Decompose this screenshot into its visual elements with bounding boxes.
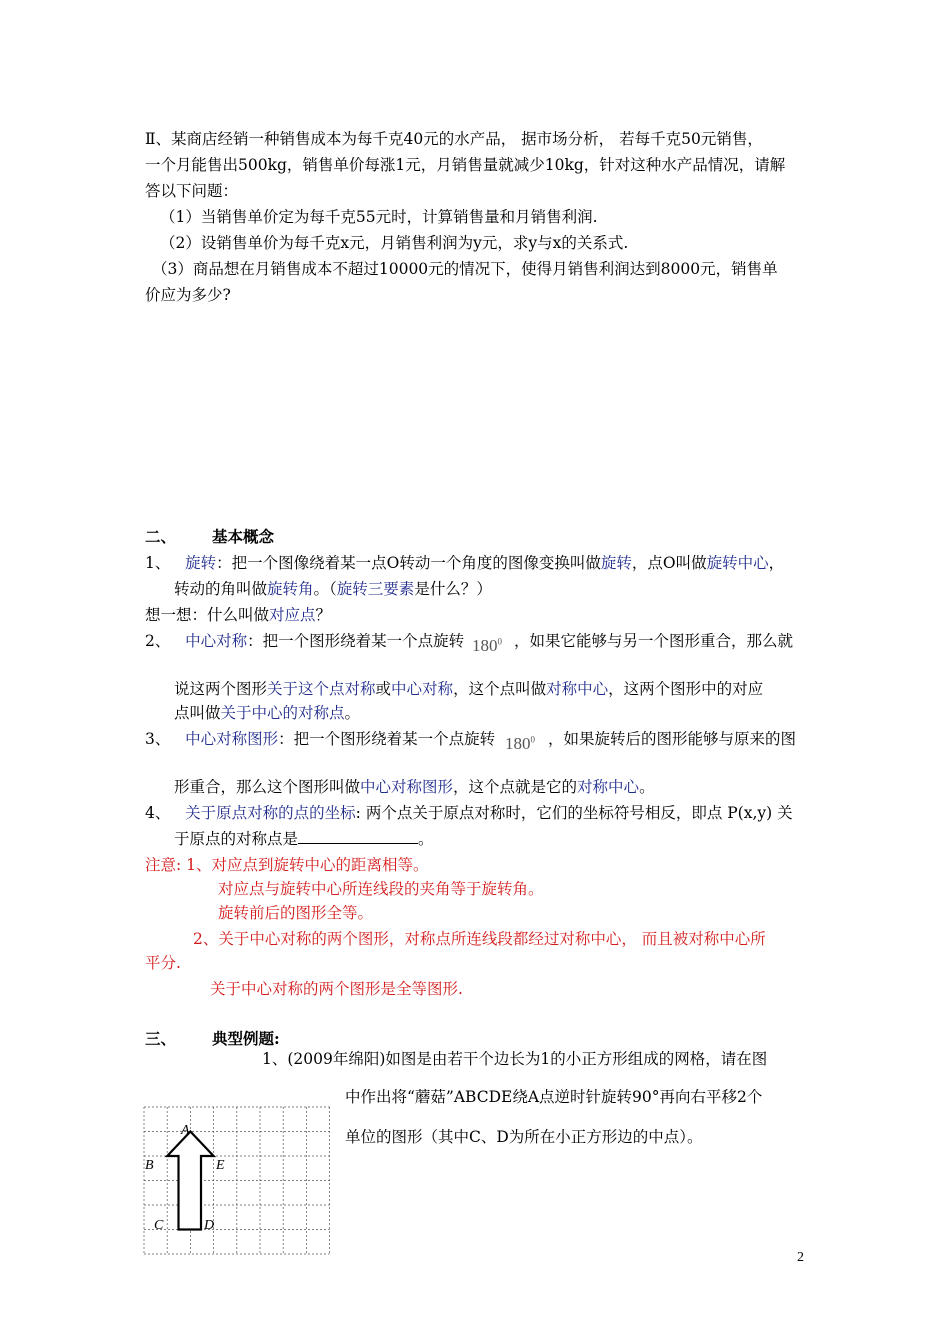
problem2-line1: Ⅱ、某商店经销一种销售成本为每千克40元的水产品， 据市场分析， 若每千克50元销售， xyxy=(145,130,763,148)
degree-value: 180 xyxy=(472,636,498,655)
item2b-text4: ，这两个图形中的对应 xyxy=(608,680,764,698)
item4-text1: : 两个点关于原点对称时，它们的坐标符号相反，即点 P(x,y) 关 xyxy=(355,804,793,822)
term-rotation-three-elements: 旋转三要素 xyxy=(336,580,415,598)
item1 xyxy=(145,550,784,576)
item1-text2: ，点O叫做 xyxy=(631,554,707,572)
item2-cont xyxy=(174,676,763,702)
degree-sup: 0 xyxy=(497,636,502,647)
label-A: A xyxy=(181,1123,190,1138)
item1b-text2: 。（ xyxy=(313,580,337,598)
item4-number: 4、 xyxy=(145,804,171,822)
item2b-text3: ，这个点叫做 xyxy=(453,680,547,698)
problem2-line2: 一个月能售出500kg，销售单价每涨1元，月销售量就减少10kg，针对这种水产品情况，请解 xyxy=(145,156,786,174)
label-D: D xyxy=(204,1218,215,1233)
item3-cont xyxy=(174,774,655,800)
term-rotation-angle: 旋转角 xyxy=(267,580,314,598)
note-5: 平分. xyxy=(145,954,181,972)
term-centrally-symmetric-figure-2: 中心对称图形 xyxy=(360,778,454,796)
item3-text2: ，如果旋转后的图形能够与原来的图 xyxy=(548,730,797,748)
item1-number: 1、 xyxy=(145,554,171,572)
item2 xyxy=(145,628,464,654)
item1-cont xyxy=(174,576,492,602)
problem2-line3: 答以下问题： xyxy=(145,182,239,200)
grid-lines xyxy=(144,1107,330,1254)
item1-text1: ：把一个图像绕着某一点O转动一个角度的图像变换叫做 xyxy=(216,554,601,572)
item1b-text1: 转动的角叫做 xyxy=(174,580,268,598)
section3-title: 典型例题: xyxy=(212,1029,280,1048)
term-rotation-center: 旋转中心 xyxy=(706,554,769,572)
item2-text1: ：把一个图形绕着某一个点旋转 xyxy=(247,632,465,650)
degree-sup-b: 0 xyxy=(530,734,535,745)
item2-cont2 xyxy=(174,700,360,726)
degree-value-b: 180 xyxy=(505,734,531,753)
term-symmetric-about-point: 关于这个点对称 xyxy=(267,680,376,698)
item2c-text2: 。 xyxy=(344,704,361,722)
item3b-text3: 。 xyxy=(639,778,655,796)
item2c-text1: 点叫做 xyxy=(174,704,221,722)
example1-line1: 1、(2009年绵阳)如图是由若干个边长为1的小正方形组成的网格，请在图 xyxy=(262,1050,768,1068)
term-symmetric-point: 关于中心的对称点 xyxy=(220,704,345,722)
item3-text1: ：把一个图形绕着某一个点旋转 xyxy=(278,730,496,748)
item4b-text1: 于原点的对称点是 xyxy=(174,830,299,848)
item4b-text2: 。 xyxy=(418,830,434,848)
item4-cont xyxy=(174,826,434,852)
problem2-q3-cont: 价应为多少? xyxy=(145,286,231,304)
answer-blank[interactable] xyxy=(298,827,418,844)
label-E: E xyxy=(216,1158,225,1173)
item3 xyxy=(145,726,495,752)
term-central-symmetry-2: 中心对称 xyxy=(391,680,454,698)
term-rotation: 旋转 xyxy=(185,554,217,572)
section3-number: 三、 xyxy=(145,1029,177,1048)
think-text1: 想一想：什么叫做 xyxy=(145,606,270,624)
item1b-text3: 是什么？） xyxy=(414,580,492,598)
mushroom-shape xyxy=(167,1132,213,1230)
label-B: B xyxy=(145,1158,154,1173)
term-origin-symmetric-coordinates: 关于原点对称的点的坐标 xyxy=(185,804,356,822)
label-C: C xyxy=(154,1218,164,1233)
section2-title: 基本概念 xyxy=(212,527,275,546)
item2-text2: ，如果它能够与另一个图形重合，那么就 xyxy=(514,632,794,650)
term-centrally-symmetric-figure: 中心对称图形 xyxy=(185,730,279,748)
example1-line3: 单位的图形（其中C、D为所在小正方形边的中点）。 xyxy=(345,1128,703,1146)
term-rotation-2: 旋转 xyxy=(600,554,632,572)
term-corresponding-point: 对应点 xyxy=(269,606,316,624)
item2-number: 2、 xyxy=(145,632,171,650)
note-6: 关于中心对称的两个图形是全等图形. xyxy=(210,980,463,998)
note-2: 对应点与旋转中心所连线段的夹角等于旋转角。 xyxy=(218,880,544,898)
note-4: 2、关于中心对称的两个图形，对称点所连线段都经过对称中心， 而且被对称中心所 xyxy=(193,930,766,948)
note-3: 旋转前后的图形全等。 xyxy=(218,904,374,922)
item3-number: 3、 xyxy=(145,730,171,748)
item1-text3: ， xyxy=(768,554,785,572)
item2b-text2: 或 xyxy=(375,680,392,698)
problem2-q3: （3）商品想在月销售成本不超过10000元的情况下，使得月销售利润达到8000元，销售单 xyxy=(152,260,778,278)
section2-number: 二、 xyxy=(145,527,177,546)
note-1: 注意: 1、对应点到旋转中心的距离相等。 xyxy=(145,856,429,874)
item2b-text1: 说这两个图形 xyxy=(174,680,268,698)
problem2-q2: （2）设销售单价为每千克x元，月销售利润为y元，求y与x的关系式. xyxy=(160,234,629,252)
term-symmetry-center: 对称中心 xyxy=(546,680,609,698)
page-number: 2 xyxy=(797,1250,804,1265)
problem2-q1: （1）当销售单价定为每千克55元时，计算销售量和月销售利润. xyxy=(160,208,598,226)
think-line xyxy=(145,602,331,628)
mushroom-grid-figure xyxy=(140,1103,336,1259)
term-symmetry-center-2: 对称中心 xyxy=(577,778,640,796)
degree-180-b xyxy=(505,734,535,754)
example1-line2: 中作出将“蘑菇”ABCDE绕A点逆时针旋转90°再向右平移2个 xyxy=(345,1088,763,1106)
think-text2: ？ xyxy=(315,606,332,624)
item3b-text2: ，这个点就是它的 xyxy=(453,778,578,796)
item3b-text1: 形重合，那么这个图形叫做 xyxy=(174,778,361,796)
item4 xyxy=(145,800,793,826)
degree-180-a xyxy=(472,636,502,656)
term-central-symmetry: 中心对称 xyxy=(185,632,248,650)
